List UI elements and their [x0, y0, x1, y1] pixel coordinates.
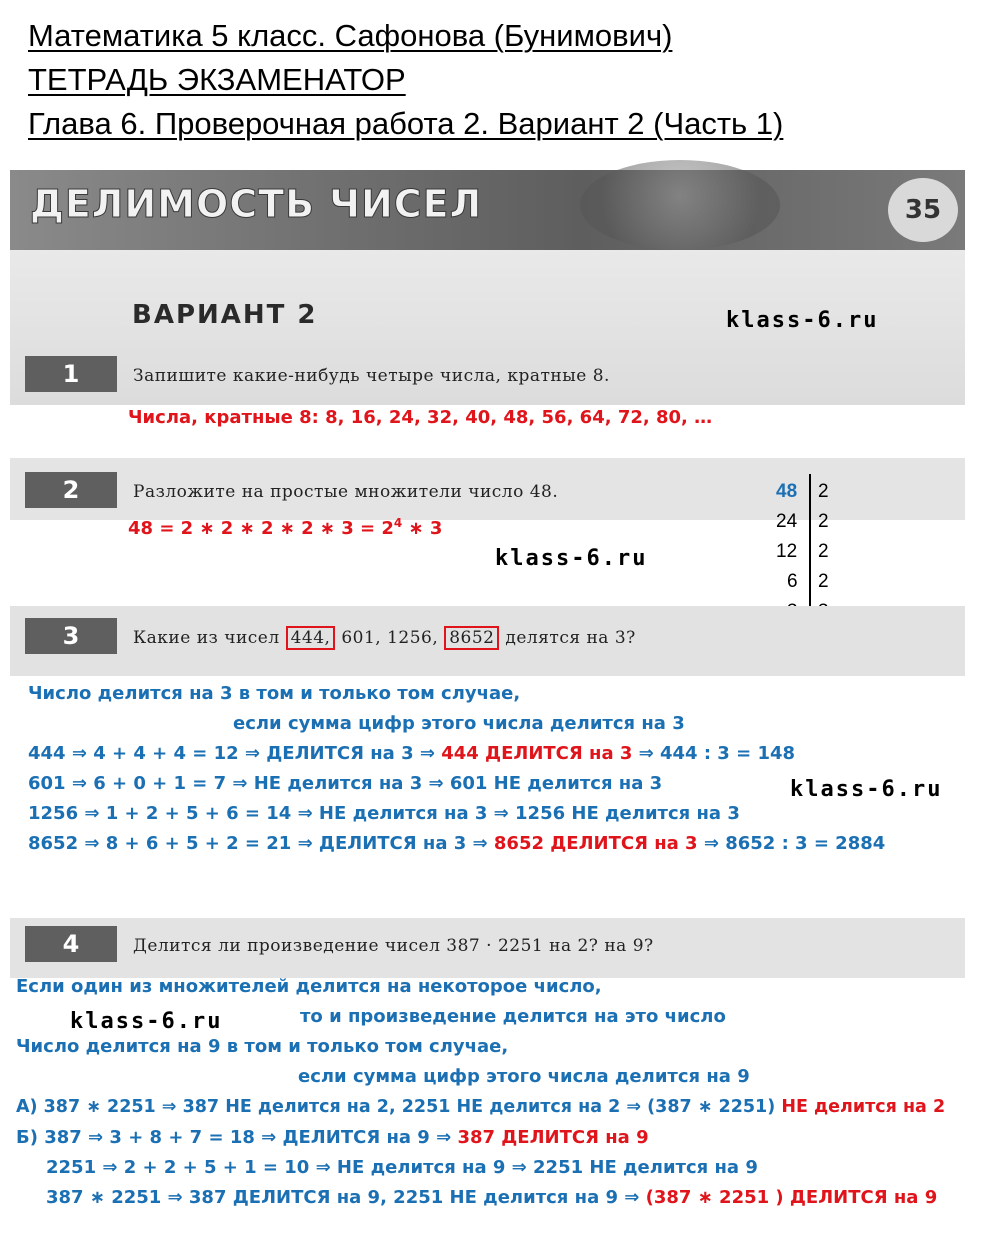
task3-number-601: 601,: [341, 628, 382, 648]
task3-line-444-a: 444 ⇒ 4 + 4 + 4 = 12 ⇒ ДЕЛИТСЯ на 3 ⇒: [28, 743, 442, 764]
watermark-2: klass-6.ru: [495, 546, 648, 571]
ladder-left-4: 6: [787, 571, 798, 592]
task3-text-post: делятся на 3?: [505, 628, 636, 648]
watermark-3: klass-6.ru: [790, 777, 943, 802]
task2-answer-exponent: 4: [393, 516, 403, 530]
task3-line-1256: 1256 ⇒ 1 + 2 + 5 + 6 = 14 ⇒ НЕ делится на 3 ⇒ 1256 НЕ делится на 3: [28, 803, 740, 824]
banner-title: ДЕЛИМОСТЬ ЧИСЕЛ: [30, 182, 483, 226]
task3-line-8652-c: ⇒ 8652 : 3 = 2884: [697, 833, 886, 854]
ladder-left-1: 48: [776, 481, 798, 502]
task3-text: [133, 628, 636, 648]
task4-rule-line3: Число делится на 9 в том и только том случае,: [16, 1036, 509, 1057]
task4-rule-line2: то и произведение делится на это число: [300, 1006, 726, 1027]
task4-answer-product: [46, 1187, 937, 1208]
ladder-right-3: 2: [818, 541, 829, 562]
task3-line-8652-result: 8652 ДЕЛИТСЯ на 3: [493, 833, 698, 854]
task4-answer-2251: 2251 ⇒ 2 + 2 + 5 + 1 = 10 ⇒ НЕ делится на 9 ⇒ 2251 НЕ делится на 9: [46, 1157, 758, 1178]
task2-text: Разложите на простые множители число 48.: [133, 482, 559, 502]
task1-answer: Числа, кратные 8: 8, 16, 24, 32, 40, 48, 56, 64, 72, 80, …: [128, 407, 713, 428]
task3-text-pre: Какие из чисел: [133, 628, 280, 648]
page-number: 35: [888, 178, 958, 242]
task3-number: 3: [25, 618, 117, 654]
task4-answer-product-text: 387 ∗ 2251 ⇒ 387 ДЕЛИТСЯ на 9, 2251 НЕ делится на 9 ⇒: [46, 1187, 646, 1208]
task3-line-601: 601 ⇒ 6 + 0 + 1 = 7 ⇒ НЕ делится на 3 ⇒ 601 НЕ делится на 3: [28, 773, 663, 794]
task4-answer-b-text: Б) 387 ⇒ 3 + 8 + 7 = 18 ⇒ ДЕЛИТСЯ на 9 ⇒: [16, 1127, 458, 1148]
header-title: Математика 5 класс. Сафонова (Бунимович): [28, 18, 673, 53]
task4-rule-line4: если сумма цифр этого числа делится на 9: [298, 1066, 750, 1087]
task4-answer-a: [16, 1097, 945, 1117]
variant-title: ВАРИАНТ 2: [132, 300, 318, 330]
task4-number: 4: [25, 926, 117, 962]
task3-line-444-result: 444 ДЕЛИТСЯ на 3: [441, 743, 633, 764]
task3-rule-line2: если сумма цифр этого числа делится на 3: [233, 713, 685, 734]
task4-answer-product-result: (387 ∗ 2251 ) ДЕЛИТСЯ на 9: [645, 1187, 938, 1208]
task3-line-444: [28, 743, 795, 764]
task3-rule-line1: Число делится на 3 в том и только том случае,: [28, 683, 521, 704]
task3-number-444: 444,: [286, 626, 336, 650]
task1-number: 1: [25, 356, 117, 392]
header-chapter: Глава 6. Проверочная работа 2. Вариант 2 (Часть 1): [28, 106, 784, 141]
ladder-right-1: 2: [818, 481, 829, 502]
ladder-right-2: 2: [818, 511, 829, 532]
task3-line-8652: [28, 833, 885, 854]
task4-answer-b-result: 387 ДЕЛИТСЯ на 9: [457, 1127, 649, 1148]
task2-answer: [128, 516, 442, 539]
task4-text: Делится ли произведение чисел 387 · 2251 на 2? на 9?: [133, 936, 654, 956]
task4-answer-a-text: А) 387 ∗ 2251 ⇒ 387 НЕ делится на 2, 2251 НЕ делится на 2 ⇒ (387 ∗ 2251): [16, 1097, 782, 1117]
coin-image: [580, 160, 780, 250]
watermark-1: klass-6.ru: [726, 308, 879, 333]
task1-text: Запишите какие-нибудь четыре числа, кратные 8.: [133, 366, 610, 386]
task4-answer-b: [16, 1127, 649, 1148]
watermark-4: klass-6.ru: [70, 1009, 223, 1034]
ladder-left-2: 24: [776, 511, 798, 532]
task4-rule-line1: Если один из множителей делится на некоторое число,: [16, 976, 602, 997]
task2-answer-main: 48 = 2 ∗ 2 ∗ 2 ∗ 2 ∗ 3 = 2: [128, 518, 394, 539]
task2-number: 2: [25, 472, 117, 508]
ladder-left-3: 12: [776, 541, 798, 562]
task3-number-8652: 8652: [444, 626, 499, 650]
task3-line-8652-a: 8652 ⇒ 8 + 6 + 5 + 2 = 21 ⇒ ДЕЛИТСЯ на 3 ⇒: [28, 833, 494, 854]
task2-answer-tail: ∗ 3: [402, 518, 443, 539]
header-subtitle: ТЕТРАДЬ ЭКЗАМЕНАТОР: [28, 62, 406, 97]
task4-answer-a-result: НЕ делится на 2: [781, 1097, 946, 1117]
task3-number-1256: 1256,: [387, 628, 439, 648]
task3-line-444-c: ⇒ 444 : 3 = 148: [632, 743, 796, 764]
ladder-right-4: 2: [818, 571, 829, 592]
